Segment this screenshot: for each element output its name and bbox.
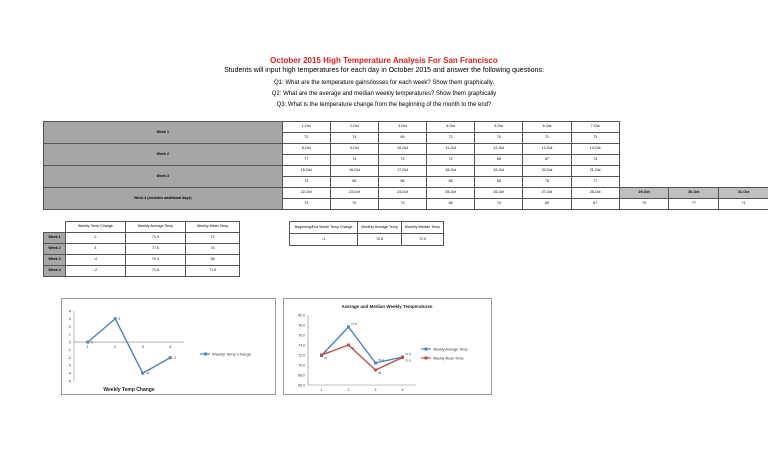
legend-marker	[425, 348, 428, 351]
daily-temperature-table	[43, 121, 768, 210]
date-cell[interactable]: 22-Oct	[282, 188, 330, 199]
y-tick-label: 70.0	[298, 363, 305, 368]
empty-cell	[719, 144, 768, 155]
weekly-temp-change-svg	[62, 299, 275, 394]
temp-cell[interactable]: 72	[427, 155, 475, 166]
data-point	[141, 372, 144, 375]
table-cell[interactable]: 69	[186, 255, 240, 266]
date-cell[interactable]: 7-Oct	[571, 122, 619, 133]
monthly-summary-table	[289, 221, 444, 246]
row-label[interactable]: Week 2	[44, 244, 66, 255]
column-header[interactable]: Weekly Temp Change	[66, 222, 126, 233]
date-cell[interactable]: 13-Oct	[523, 144, 571, 155]
date-cell[interactable]: 30-Oct	[669, 188, 719, 199]
data-label: 71.9	[324, 350, 330, 355]
table-cell[interactable]: 77.6	[125, 244, 186, 255]
series-line-weekly-temp-change	[88, 319, 171, 373]
table-row	[44, 266, 240, 277]
legend-marker	[204, 353, 207, 356]
x-tick-label: 3	[141, 344, 144, 350]
temp-cell[interactable]: 86	[475, 155, 523, 166]
date-cell[interactable]: 31-Oct	[719, 188, 768, 199]
date-cell[interactable]: 28-Oct	[571, 188, 619, 199]
temp-cell[interactable]: 65	[475, 177, 523, 188]
y-tick-label: 0	[68, 339, 71, 345]
week-label[interactable]: Week 1	[44, 122, 283, 144]
data-point	[374, 369, 377, 372]
date-cell[interactable]: 5-Oct	[475, 122, 523, 133]
y-tick-label: 68.0	[298, 373, 305, 378]
y-tick-label: -5	[67, 378, 71, 384]
table-cell[interactable]: 70.4	[125, 255, 186, 266]
table-cell[interactable]: 71.9	[125, 233, 186, 244]
data-label: 3	[118, 317, 121, 322]
table-cell[interactable]: 72.8	[358, 234, 402, 246]
temp-cell[interactable]: 74	[571, 155, 619, 166]
date-cell[interactable]: 27-Oct	[523, 188, 571, 199]
question-1: Q1: What are the temperature gains/losses for each week? Show them graphically.	[274, 80, 494, 86]
temp-cell[interactable]: 66	[427, 177, 475, 188]
legend-label: Weekly Mean Temp	[433, 356, 464, 361]
y-tick-label: -2	[67, 354, 71, 360]
data-point	[114, 317, 117, 320]
data-point	[401, 356, 404, 359]
date-cell[interactable]: 10-Oct	[378, 144, 426, 155]
x-tick-label: 1	[86, 344, 89, 350]
temp-cell[interactable]: 74	[330, 133, 378, 144]
date-cell[interactable]: 8-Oct	[282, 144, 330, 155]
data-label: 72	[324, 356, 328, 360]
table-cell[interactable]: 74	[186, 244, 240, 255]
data-point	[169, 356, 172, 359]
date-cell[interactable]: 3-Oct	[378, 122, 426, 133]
date-cell[interactable]: 29-Oct	[619, 188, 669, 199]
empty-cell	[669, 177, 719, 188]
legend-label: Weekly Average Temp	[433, 347, 468, 352]
row-label[interactable]: Week 1	[44, 233, 66, 244]
weekly-temp-change-chart[interactable]	[61, 298, 276, 395]
legend-label: Weekly Temp Change	[212, 351, 251, 357]
page-title: October 2015 High Temperature Analysis For San Francisco	[270, 56, 498, 65]
table-header-row	[44, 222, 240, 233]
date-cell[interactable]: 24-Oct	[378, 188, 426, 199]
temp-cell[interactable]: 74	[330, 155, 378, 166]
date-cell[interactable]: 19-Oct	[475, 166, 523, 177]
empty-cell	[669, 133, 719, 144]
y-tick-label: 78.0	[298, 323, 305, 328]
week-label[interactable]: Week 2	[44, 144, 283, 166]
table-cell[interactable]: 0	[66, 233, 126, 244]
date-cell[interactable]: 15-Oct	[282, 166, 330, 177]
date-cell[interactable]: 2-Oct	[330, 122, 378, 133]
empty-cell	[719, 166, 768, 177]
table-row	[44, 144, 768, 155]
table-header-row	[290, 222, 444, 234]
data-label: 71.5	[405, 358, 411, 363]
temp-cell[interactable]: 72	[282, 133, 330, 144]
temp-cell[interactable]: 69	[330, 177, 378, 188]
question-2: Q2: What are the average and median weekly temperatures? Show them graphically	[271, 91, 497, 97]
question-3: Q3: What is the temperature change from the beginning of the month to the end?	[276, 102, 492, 108]
temp-cell[interactable]: 68	[378, 177, 426, 188]
x-tick-label: 2	[347, 388, 350, 392]
series-line	[322, 345, 403, 370]
temp-cell[interactable]: 73	[378, 199, 426, 210]
empty-cell	[619, 177, 669, 188]
temp-cell[interactable]: 74	[475, 133, 523, 144]
data-label: 0	[90, 340, 93, 345]
x-tick-label: 1	[320, 388, 323, 392]
chart-title: Average and Median Weekly Temperatures	[341, 304, 433, 309]
weekly-stats-table	[43, 221, 240, 277]
date-cell[interactable]: 1-Oct	[282, 122, 330, 133]
table-row	[44, 122, 768, 133]
temp-cell[interactable]: 70	[619, 199, 669, 210]
y-tick-label: 1	[68, 331, 71, 337]
temp-cell[interactable]: 73	[282, 177, 330, 188]
temp-cell[interactable]: 77	[669, 199, 719, 210]
y-tick-label: 72.0	[298, 353, 305, 358]
x-tick-label: 4	[401, 388, 404, 392]
table-cell[interactable]: -1	[290, 234, 358, 246]
temp-cell[interactable]: 87	[523, 155, 571, 166]
y-tick-label: 66.0	[298, 383, 305, 388]
date-cell[interactable]: 6-Oct	[523, 122, 571, 133]
temp-cell[interactable]: 73	[282, 199, 330, 210]
y-tick-label: 3	[68, 316, 71, 322]
table-row	[290, 234, 444, 246]
temp-cell[interactable]: 77	[571, 177, 619, 188]
table-row	[44, 188, 768, 199]
empty-cell	[619, 166, 669, 177]
row-label[interactable]: Week 3	[44, 255, 66, 266]
date-cell[interactable]: 9-Oct	[330, 144, 378, 155]
date-cell[interactable]: 25-Oct	[427, 188, 475, 199]
empty-cell	[719, 155, 768, 166]
temp-cell[interactable]: 77	[282, 155, 330, 166]
empty-cell	[619, 144, 669, 155]
table-cell[interactable]: 72.0	[401, 234, 443, 246]
table-row	[44, 233, 240, 244]
temp-cell[interactable]: 71	[523, 133, 571, 144]
table-cell[interactable]: 3	[66, 244, 126, 255]
empty-cell	[669, 122, 719, 133]
empty-cell	[619, 122, 669, 133]
data-label: 71.6	[405, 352, 411, 356]
temp-cell[interactable]: 75	[523, 177, 571, 188]
y-tick-label: -4	[67, 370, 71, 376]
table-row	[44, 244, 240, 255]
temp-cell[interactable]: 69	[378, 133, 426, 144]
data-label: -2	[173, 355, 177, 360]
data-label: 74	[351, 346, 355, 350]
table-row	[44, 166, 768, 177]
date-cell[interactable]: 26-Oct	[475, 188, 523, 199]
data-point	[86, 341, 89, 344]
empty-cell	[44, 222, 66, 233]
table-cell[interactable]: -2	[66, 266, 126, 277]
week-label[interactable]: Week 3	[44, 166, 283, 188]
date-cell[interactable]: 14-Oct	[571, 144, 619, 155]
empty-cell	[669, 155, 719, 166]
empty-cell	[719, 122, 768, 133]
x-tick-label: 2	[114, 344, 117, 350]
date-cell[interactable]: 21-Oct	[571, 166, 619, 177]
y-tick-label: -3	[67, 362, 71, 368]
subtitle: Students will input high temperatures for each day in October 2015 and answer the following questions:	[224, 67, 544, 74]
table-cell[interactable]: -4	[66, 255, 126, 266]
week-label[interactable]: Week 4 (includes additional days)	[44, 188, 283, 210]
temp-cell[interactable]: 73	[378, 155, 426, 166]
column-header[interactable]: Weekly Average Temp	[125, 222, 186, 233]
y-tick-label: -1	[67, 347, 71, 353]
empty-cell	[719, 133, 768, 144]
empty-cell	[669, 166, 719, 177]
x-tick-label: 4	[169, 344, 172, 350]
date-cell[interactable]: 17-Oct	[378, 166, 426, 177]
date-cell[interactable]: 11-Oct	[427, 144, 475, 155]
data-point	[320, 354, 323, 357]
date-cell[interactable]: 20-Oct	[523, 166, 571, 177]
table-cell[interactable]: 71.6	[125, 266, 186, 277]
temp-cell[interactable]: 70	[330, 199, 378, 210]
temp-cell[interactable]: 68	[427, 199, 475, 210]
table-cell[interactable]: 71.5	[186, 266, 240, 277]
temp-cell[interactable]: 72	[427, 133, 475, 144]
temp-cell[interactable]: 67	[571, 199, 619, 210]
data-label: 69	[378, 371, 382, 375]
column-header[interactable]: Weekly Mean Temp	[186, 222, 240, 233]
column-header[interactable]: Monthly Median Temp	[401, 222, 443, 234]
date-cell[interactable]: 18-Oct	[427, 166, 475, 177]
data-label: 70.4	[378, 358, 384, 362]
y-tick-label: 4	[68, 308, 71, 314]
column-header[interactable]: Monthly Average Temp	[358, 222, 402, 234]
y-tick-label: 76.0	[298, 333, 305, 338]
temp-cell[interactable]: 73	[571, 133, 619, 144]
data-point	[347, 326, 350, 329]
avg-median-temp-chart[interactable]	[283, 298, 492, 395]
date-cell[interactable]: 12-Oct	[475, 144, 523, 155]
y-tick-label: 2	[68, 323, 71, 329]
data-label: 77.6	[351, 322, 357, 326]
legend-marker	[425, 357, 428, 360]
row-label[interactable]: Week 4	[44, 266, 66, 277]
data-point	[347, 344, 350, 347]
data-point	[374, 362, 377, 365]
empty-cell	[669, 144, 719, 155]
table-row	[44, 255, 240, 266]
y-tick-label: 80.0	[298, 313, 305, 318]
table-cell[interactable]: 72	[186, 233, 240, 244]
empty-cell	[619, 133, 669, 144]
column-header[interactable]: Beginning/End Month Temp Change	[290, 222, 358, 234]
temp-cell[interactable]: 71	[719, 199, 768, 210]
empty-cell	[619, 155, 669, 166]
temp-cell[interactable]: 69	[523, 199, 571, 210]
data-label: -4	[145, 371, 149, 376]
avg-median-temp-svg	[284, 299, 491, 394]
temp-cell[interactable]: 74	[475, 199, 523, 210]
empty-cell	[719, 177, 768, 188]
date-cell[interactable]: 23-Oct	[330, 188, 378, 199]
y-tick-label: 74.0	[298, 343, 305, 348]
date-cell[interactable]: 16-Oct	[330, 166, 378, 177]
chart-title: Weekly Temp Change	[103, 387, 155, 393]
x-tick-label: 3	[374, 388, 377, 392]
date-cell[interactable]: 4-Oct	[427, 122, 475, 133]
